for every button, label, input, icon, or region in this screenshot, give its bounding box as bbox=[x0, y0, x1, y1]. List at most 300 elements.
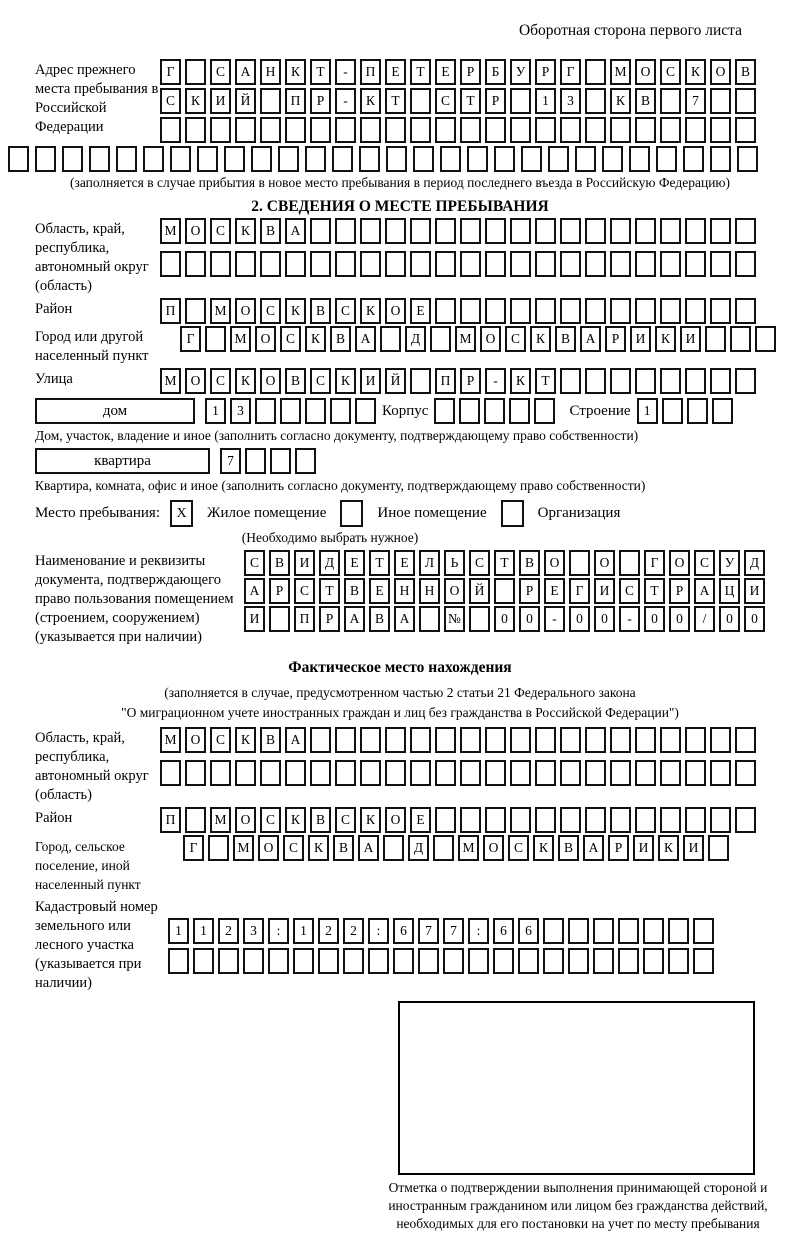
char-cell[interactable] bbox=[460, 727, 481, 753]
char-cell[interactable] bbox=[610, 251, 631, 277]
char-cell[interactable]: И bbox=[594, 578, 615, 604]
char-cell[interactable] bbox=[710, 218, 731, 244]
char-cell[interactable] bbox=[560, 368, 581, 394]
char-cell[interactable] bbox=[494, 578, 515, 604]
char-cell[interactable] bbox=[385, 251, 406, 277]
char-cell[interactable]: М bbox=[230, 326, 251, 352]
char-cell[interactable] bbox=[385, 218, 406, 244]
char-cell[interactable] bbox=[660, 117, 681, 143]
char-cell[interactable] bbox=[710, 251, 731, 277]
char-cell[interactable]: А bbox=[244, 578, 265, 604]
char-cell[interactable]: К bbox=[285, 59, 306, 85]
char-cell[interactable] bbox=[485, 298, 506, 324]
char-cell[interactable] bbox=[170, 146, 191, 172]
char-cell[interactable] bbox=[355, 398, 376, 424]
char-cell[interactable] bbox=[685, 298, 706, 324]
char-cell[interactable]: М bbox=[610, 59, 631, 85]
char-cell[interactable] bbox=[260, 760, 281, 786]
char-cell[interactable] bbox=[330, 398, 351, 424]
char-cell[interactable] bbox=[510, 117, 531, 143]
char-cell[interactable]: М bbox=[160, 368, 181, 394]
char-cell[interactable]: В bbox=[310, 298, 331, 324]
char-cell[interactable]: К bbox=[335, 368, 356, 394]
char-cell[interactable] bbox=[335, 251, 356, 277]
char-cell[interactable] bbox=[560, 807, 581, 833]
char-cell[interactable]: Т bbox=[410, 59, 431, 85]
char-cell[interactable] bbox=[435, 727, 456, 753]
char-cell[interactable] bbox=[685, 368, 706, 394]
char-cell[interactable]: Г bbox=[180, 326, 201, 352]
char-cell[interactable] bbox=[683, 146, 704, 172]
char-cell[interactable] bbox=[687, 398, 708, 424]
char-cell[interactable]: 0 bbox=[744, 606, 765, 632]
char-cell[interactable]: М bbox=[458, 835, 479, 861]
char-cell[interactable] bbox=[668, 948, 689, 974]
char-cell[interactable]: 7 bbox=[418, 918, 439, 944]
char-cell[interactable]: № bbox=[444, 606, 465, 632]
char-cell[interactable] bbox=[224, 146, 245, 172]
char-cell[interactable]: А bbox=[285, 218, 306, 244]
char-cell[interactable] bbox=[610, 807, 631, 833]
char-cell[interactable] bbox=[360, 760, 381, 786]
char-cell[interactable] bbox=[89, 146, 110, 172]
char-cell[interactable] bbox=[593, 948, 614, 974]
char-cell[interactable]: О bbox=[480, 326, 501, 352]
char-cell[interactable] bbox=[735, 368, 756, 394]
char-cell[interactable] bbox=[585, 807, 606, 833]
char-cell[interactable] bbox=[380, 326, 401, 352]
char-cell[interactable] bbox=[485, 218, 506, 244]
char-cell[interactable]: Н bbox=[394, 578, 415, 604]
flat-type-box[interactable]: квартира bbox=[35, 448, 210, 474]
char-cell[interactable]: С bbox=[310, 368, 331, 394]
char-cell[interactable] bbox=[410, 117, 431, 143]
char-cell[interactable]: С bbox=[294, 578, 315, 604]
char-cell[interactable] bbox=[410, 88, 431, 114]
char-cell[interactable] bbox=[484, 398, 505, 424]
char-cell[interactable]: С bbox=[508, 835, 529, 861]
char-cell[interactable]: С bbox=[619, 578, 640, 604]
char-cell[interactable] bbox=[635, 727, 656, 753]
char-cell[interactable] bbox=[618, 948, 639, 974]
char-cell[interactable] bbox=[534, 398, 555, 424]
char-cell[interactable] bbox=[535, 727, 556, 753]
char-cell[interactable]: К bbox=[235, 727, 256, 753]
char-cell[interactable] bbox=[560, 760, 581, 786]
char-cell[interactable]: Д bbox=[744, 550, 765, 576]
char-cell[interactable] bbox=[643, 918, 664, 944]
char-cell[interactable]: 7 bbox=[443, 918, 464, 944]
char-cell[interactable] bbox=[160, 251, 181, 277]
char-cell[interactable]: 7 bbox=[220, 448, 241, 474]
char-cell[interactable] bbox=[318, 948, 339, 974]
char-cell[interactable] bbox=[710, 88, 731, 114]
char-cell[interactable] bbox=[509, 398, 530, 424]
char-cell[interactable]: 1 bbox=[535, 88, 556, 114]
char-cell[interactable]: С bbox=[694, 550, 715, 576]
char-cell[interactable]: О bbox=[669, 550, 690, 576]
char-cell[interactable]: Т bbox=[310, 59, 331, 85]
char-cell[interactable] bbox=[280, 398, 301, 424]
char-cell[interactable]: О bbox=[385, 298, 406, 324]
char-cell[interactable] bbox=[245, 448, 266, 474]
char-cell[interactable] bbox=[208, 835, 229, 861]
char-cell[interactable]: Д bbox=[405, 326, 426, 352]
char-cell[interactable] bbox=[685, 218, 706, 244]
checkbox-residential[interactable]: X bbox=[170, 500, 193, 527]
char-cell[interactable] bbox=[418, 948, 439, 974]
checkbox-organization[interactable] bbox=[501, 500, 524, 527]
char-cell[interactable]: М bbox=[160, 727, 181, 753]
char-cell[interactable]: Р bbox=[605, 326, 626, 352]
char-cell[interactable] bbox=[568, 918, 589, 944]
char-cell[interactable]: О bbox=[635, 59, 656, 85]
char-cell[interactable] bbox=[660, 807, 681, 833]
char-cell[interactable] bbox=[460, 298, 481, 324]
char-cell[interactable]: А bbox=[394, 606, 415, 632]
char-cell[interactable] bbox=[735, 807, 756, 833]
char-cell[interactable] bbox=[185, 59, 206, 85]
char-cell[interactable]: Г bbox=[569, 578, 590, 604]
char-cell[interactable] bbox=[585, 59, 606, 85]
char-cell[interactable]: О bbox=[260, 368, 281, 394]
char-cell[interactable] bbox=[510, 727, 531, 753]
char-cell[interactable] bbox=[467, 146, 488, 172]
char-cell[interactable]: Т bbox=[319, 578, 340, 604]
char-cell[interactable] bbox=[660, 218, 681, 244]
char-cell[interactable]: : bbox=[368, 918, 389, 944]
char-cell[interactable]: У bbox=[510, 59, 531, 85]
char-cell[interactable]: М bbox=[210, 298, 231, 324]
char-cell[interactable]: / bbox=[694, 606, 715, 632]
char-cell[interactable] bbox=[460, 760, 481, 786]
char-cell[interactable] bbox=[560, 251, 581, 277]
char-cell[interactable] bbox=[383, 835, 404, 861]
char-cell[interactable] bbox=[710, 807, 731, 833]
char-cell[interactable] bbox=[310, 760, 331, 786]
char-cell[interactable]: 0 bbox=[569, 606, 590, 632]
char-cell[interactable] bbox=[185, 298, 206, 324]
char-cell[interactable] bbox=[218, 948, 239, 974]
char-cell[interactable] bbox=[735, 727, 756, 753]
char-cell[interactable]: Р bbox=[319, 606, 340, 632]
char-cell[interactable] bbox=[735, 218, 756, 244]
char-cell[interactable]: И bbox=[630, 326, 651, 352]
char-cell[interactable] bbox=[360, 117, 381, 143]
char-cell[interactable] bbox=[510, 88, 531, 114]
char-cell[interactable]: Р bbox=[460, 59, 481, 85]
char-cell[interactable] bbox=[735, 760, 756, 786]
char-cell[interactable]: В bbox=[369, 606, 390, 632]
char-cell[interactable] bbox=[435, 760, 456, 786]
char-cell[interactable] bbox=[593, 918, 614, 944]
char-cell[interactable]: С bbox=[283, 835, 304, 861]
char-cell[interactable] bbox=[535, 807, 556, 833]
char-cell[interactable]: В bbox=[333, 835, 354, 861]
char-cell[interactable] bbox=[755, 326, 776, 352]
char-cell[interactable]: 2 bbox=[343, 918, 364, 944]
char-cell[interactable] bbox=[285, 251, 306, 277]
char-cell[interactable]: Й bbox=[469, 578, 490, 604]
char-cell[interactable]: К bbox=[533, 835, 554, 861]
char-cell[interactable] bbox=[662, 398, 683, 424]
char-cell[interactable] bbox=[485, 727, 506, 753]
char-cell[interactable] bbox=[205, 326, 226, 352]
char-cell[interactable] bbox=[197, 146, 218, 172]
char-cell[interactable] bbox=[635, 218, 656, 244]
char-cell[interactable]: 1 bbox=[205, 398, 226, 424]
char-cell[interactable] bbox=[343, 948, 364, 974]
char-cell[interactable]: О bbox=[255, 326, 276, 352]
char-cell[interactable] bbox=[535, 251, 556, 277]
char-cell[interactable]: О bbox=[185, 727, 206, 753]
char-cell[interactable] bbox=[295, 448, 316, 474]
char-cell[interactable] bbox=[585, 117, 606, 143]
char-cell[interactable]: К bbox=[658, 835, 679, 861]
char-cell[interactable]: П bbox=[160, 807, 181, 833]
char-cell[interactable]: О bbox=[385, 807, 406, 833]
char-cell[interactable]: О bbox=[185, 368, 206, 394]
char-cell[interactable] bbox=[185, 807, 206, 833]
char-cell[interactable]: С bbox=[335, 807, 356, 833]
char-cell[interactable]: 6 bbox=[393, 918, 414, 944]
char-cell[interactable]: С bbox=[160, 88, 181, 114]
char-cell[interactable]: И bbox=[244, 606, 265, 632]
char-cell[interactable] bbox=[585, 251, 606, 277]
char-cell[interactable]: К bbox=[185, 88, 206, 114]
char-cell[interactable]: Л bbox=[419, 550, 440, 576]
char-cell[interactable] bbox=[635, 298, 656, 324]
char-cell[interactable]: С bbox=[244, 550, 265, 576]
char-cell[interactable] bbox=[712, 398, 733, 424]
char-cell[interactable]: Д bbox=[408, 835, 429, 861]
char-cell[interactable] bbox=[310, 727, 331, 753]
char-cell[interactable] bbox=[160, 117, 181, 143]
char-cell[interactable]: И bbox=[744, 578, 765, 604]
char-cell[interactable]: Т bbox=[644, 578, 665, 604]
char-cell[interactable] bbox=[410, 251, 431, 277]
char-cell[interactable] bbox=[385, 727, 406, 753]
char-cell[interactable] bbox=[560, 218, 581, 244]
char-cell[interactable]: Е bbox=[544, 578, 565, 604]
char-cell[interactable]: К bbox=[285, 807, 306, 833]
char-cell[interactable] bbox=[510, 760, 531, 786]
char-cell[interactable]: И bbox=[680, 326, 701, 352]
char-cell[interactable] bbox=[635, 368, 656, 394]
char-cell[interactable]: Р bbox=[269, 578, 290, 604]
char-cell[interactable]: - bbox=[544, 606, 565, 632]
char-cell[interactable]: А bbox=[583, 835, 604, 861]
house-type-box[interactable]: дом bbox=[35, 398, 195, 424]
char-cell[interactable] bbox=[737, 146, 758, 172]
char-cell[interactable] bbox=[335, 117, 356, 143]
char-cell[interactable]: С bbox=[260, 298, 281, 324]
char-cell[interactable] bbox=[305, 146, 326, 172]
char-cell[interactable]: С bbox=[210, 727, 231, 753]
char-cell[interactable] bbox=[568, 948, 589, 974]
char-cell[interactable]: О bbox=[710, 59, 731, 85]
char-cell[interactable]: О bbox=[235, 298, 256, 324]
char-cell[interactable]: С bbox=[210, 218, 231, 244]
char-cell[interactable] bbox=[535, 760, 556, 786]
char-cell[interactable] bbox=[335, 760, 356, 786]
char-cell[interactable]: : bbox=[468, 918, 489, 944]
char-cell[interactable] bbox=[160, 760, 181, 786]
char-cell[interactable]: Т bbox=[385, 88, 406, 114]
char-cell[interactable] bbox=[610, 298, 631, 324]
char-cell[interactable]: 0 bbox=[719, 606, 740, 632]
char-cell[interactable] bbox=[575, 146, 596, 172]
char-cell[interactable] bbox=[585, 218, 606, 244]
char-cell[interactable]: О bbox=[594, 550, 615, 576]
char-cell[interactable] bbox=[660, 368, 681, 394]
char-cell[interactable] bbox=[440, 146, 461, 172]
char-cell[interactable]: О bbox=[444, 578, 465, 604]
char-cell[interactable]: С bbox=[335, 298, 356, 324]
char-cell[interactable] bbox=[185, 251, 206, 277]
char-cell[interactable] bbox=[535, 218, 556, 244]
char-cell[interactable] bbox=[685, 727, 706, 753]
char-cell[interactable]: Н bbox=[260, 59, 281, 85]
char-cell[interactable]: 0 bbox=[519, 606, 540, 632]
char-cell[interactable]: 0 bbox=[594, 606, 615, 632]
char-cell[interactable]: Р bbox=[310, 88, 331, 114]
char-cell[interactable] bbox=[610, 368, 631, 394]
char-cell[interactable] bbox=[410, 760, 431, 786]
char-cell[interactable] bbox=[460, 117, 481, 143]
char-cell[interactable] bbox=[285, 760, 306, 786]
char-cell[interactable] bbox=[278, 146, 299, 172]
char-cell[interactable] bbox=[610, 218, 631, 244]
char-cell[interactable] bbox=[685, 251, 706, 277]
char-cell[interactable] bbox=[255, 398, 276, 424]
char-cell[interactable] bbox=[210, 760, 231, 786]
char-cell[interactable] bbox=[710, 760, 731, 786]
char-cell[interactable] bbox=[518, 948, 539, 974]
char-cell[interactable]: В bbox=[344, 578, 365, 604]
char-cell[interactable]: В bbox=[735, 59, 756, 85]
char-cell[interactable] bbox=[635, 117, 656, 143]
char-cell[interactable] bbox=[735, 251, 756, 277]
char-cell[interactable] bbox=[535, 298, 556, 324]
char-cell[interactable] bbox=[235, 760, 256, 786]
char-cell[interactable] bbox=[435, 251, 456, 277]
char-cell[interactable]: В bbox=[558, 835, 579, 861]
char-cell[interactable] bbox=[435, 117, 456, 143]
char-cell[interactable]: К bbox=[308, 835, 329, 861]
char-cell[interactable]: Й bbox=[235, 88, 256, 114]
char-cell[interactable] bbox=[235, 251, 256, 277]
char-cell[interactable]: Ь bbox=[444, 550, 465, 576]
char-cell[interactable]: И bbox=[633, 835, 654, 861]
char-cell[interactable]: И bbox=[294, 550, 315, 576]
char-cell[interactable]: К bbox=[655, 326, 676, 352]
char-cell[interactable] bbox=[360, 727, 381, 753]
char-cell[interactable] bbox=[710, 117, 731, 143]
char-cell[interactable]: А bbox=[580, 326, 601, 352]
char-cell[interactable] bbox=[368, 948, 389, 974]
char-cell[interactable]: Ц bbox=[719, 578, 740, 604]
char-cell[interactable]: А bbox=[694, 578, 715, 604]
char-cell[interactable]: 6 bbox=[493, 918, 514, 944]
char-cell[interactable] bbox=[260, 251, 281, 277]
char-cell[interactable] bbox=[685, 117, 706, 143]
char-cell[interactable]: 3 bbox=[560, 88, 581, 114]
char-cell[interactable] bbox=[62, 146, 83, 172]
char-cell[interactable]: А bbox=[285, 727, 306, 753]
char-cell[interactable] bbox=[435, 218, 456, 244]
char-cell[interactable]: И bbox=[210, 88, 231, 114]
char-cell[interactable] bbox=[635, 807, 656, 833]
char-cell[interactable]: И bbox=[683, 835, 704, 861]
char-cell[interactable] bbox=[485, 251, 506, 277]
char-cell[interactable]: Е bbox=[385, 59, 406, 85]
char-cell[interactable] bbox=[310, 251, 331, 277]
char-cell[interactable] bbox=[393, 948, 414, 974]
char-cell[interactable] bbox=[270, 448, 291, 474]
char-cell[interactable] bbox=[569, 550, 590, 576]
char-cell[interactable]: М bbox=[233, 835, 254, 861]
char-cell[interactable] bbox=[210, 251, 231, 277]
char-cell[interactable] bbox=[494, 146, 515, 172]
char-cell[interactable]: Р bbox=[519, 578, 540, 604]
char-cell[interactable] bbox=[185, 117, 206, 143]
char-cell[interactable]: П bbox=[294, 606, 315, 632]
char-cell[interactable] bbox=[143, 146, 164, 172]
char-cell[interactable] bbox=[268, 948, 289, 974]
char-cell[interactable] bbox=[434, 398, 455, 424]
char-cell[interactable]: 0 bbox=[644, 606, 665, 632]
char-cell[interactable] bbox=[585, 727, 606, 753]
char-cell[interactable]: С bbox=[210, 59, 231, 85]
char-cell[interactable] bbox=[730, 326, 751, 352]
char-cell[interactable]: В bbox=[555, 326, 576, 352]
char-cell[interactable] bbox=[433, 835, 454, 861]
char-cell[interactable] bbox=[285, 117, 306, 143]
char-cell[interactable] bbox=[660, 298, 681, 324]
char-cell[interactable]: Р bbox=[535, 59, 556, 85]
char-cell[interactable]: С bbox=[210, 368, 231, 394]
char-cell[interactable] bbox=[243, 948, 264, 974]
char-cell[interactable]: А bbox=[344, 606, 365, 632]
char-cell[interactable]: М bbox=[210, 807, 231, 833]
char-cell[interactable]: Е bbox=[344, 550, 365, 576]
char-cell[interactable] bbox=[460, 218, 481, 244]
char-cell[interactable] bbox=[251, 146, 272, 172]
char-cell[interactable] bbox=[660, 760, 681, 786]
char-cell[interactable] bbox=[310, 117, 331, 143]
char-cell[interactable] bbox=[469, 606, 490, 632]
char-cell[interactable]: С bbox=[435, 88, 456, 114]
char-cell[interactable]: Й bbox=[385, 368, 406, 394]
char-cell[interactable] bbox=[335, 218, 356, 244]
char-cell[interactable]: В bbox=[330, 326, 351, 352]
char-cell[interactable] bbox=[360, 251, 381, 277]
char-cell[interactable] bbox=[585, 88, 606, 114]
char-cell[interactable] bbox=[332, 146, 353, 172]
checkbox-other-premises[interactable] bbox=[340, 500, 363, 527]
char-cell[interactable] bbox=[635, 760, 656, 786]
char-cell[interactable]: - bbox=[335, 59, 356, 85]
char-cell[interactable] bbox=[413, 146, 434, 172]
char-cell[interactable] bbox=[660, 251, 681, 277]
char-cell[interactable]: Р bbox=[460, 368, 481, 394]
char-cell[interactable] bbox=[260, 88, 281, 114]
char-cell[interactable] bbox=[735, 88, 756, 114]
char-cell[interactable]: С bbox=[280, 326, 301, 352]
char-cell[interactable]: : bbox=[268, 918, 289, 944]
char-cell[interactable] bbox=[685, 807, 706, 833]
